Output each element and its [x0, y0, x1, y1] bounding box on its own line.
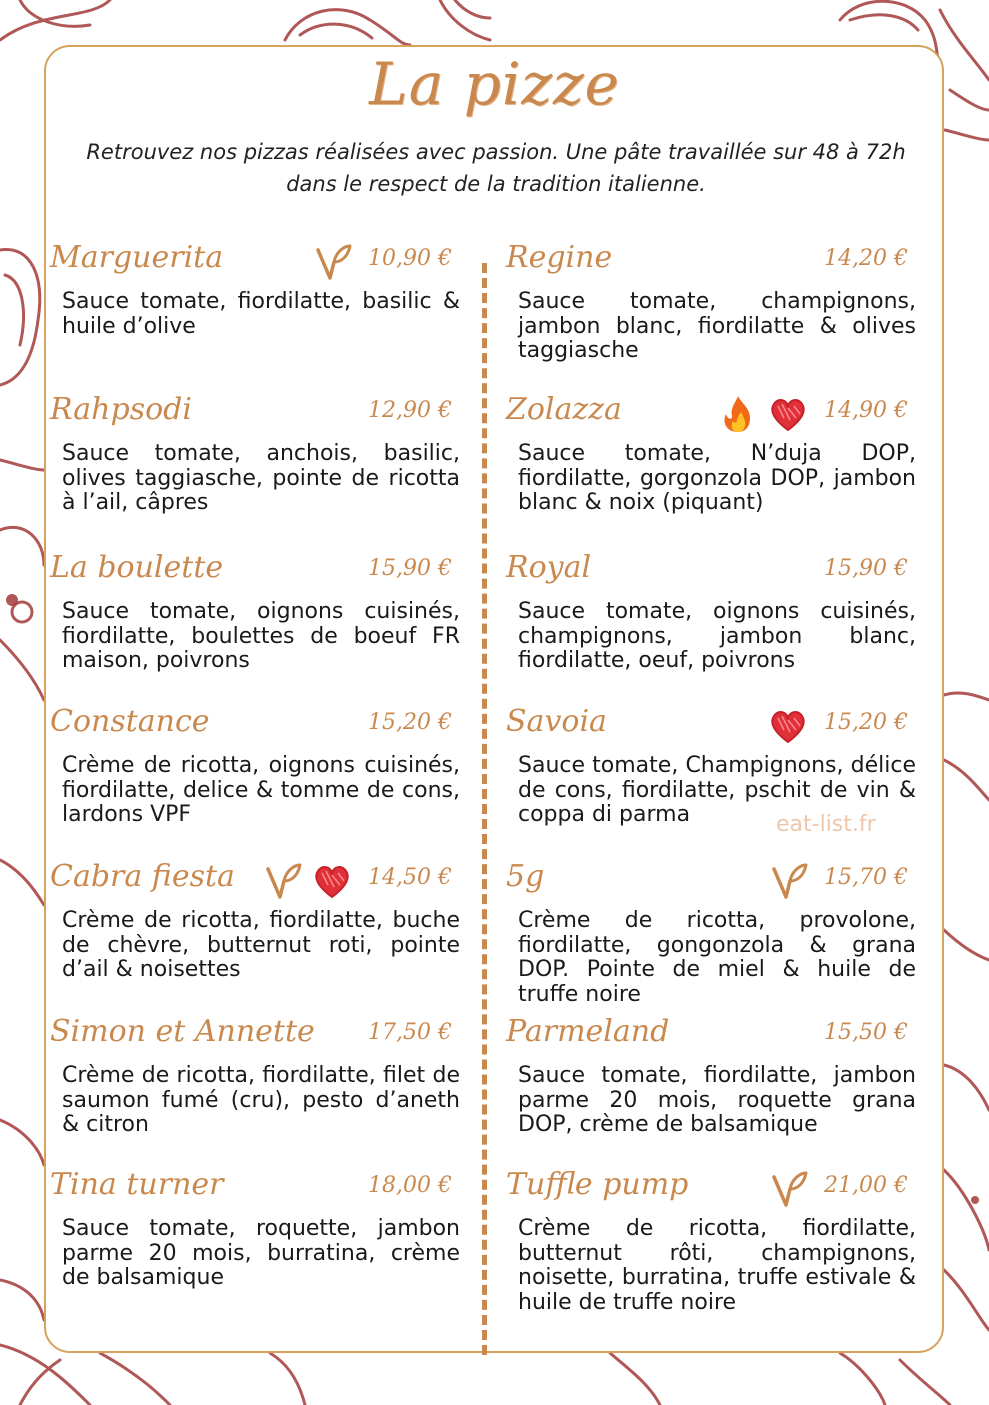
heart-icon — [766, 704, 810, 752]
pizza-name: Tina turner — [50, 1167, 224, 1202]
pizza-name: Parmeland — [506, 1014, 670, 1049]
page-title: La pizze — [369, 50, 620, 118]
pizza-description: Crème de ricotta, fiordilatte, buche de chèvre, butternut roti, pointe d’ail & noisettes — [62, 908, 460, 982]
pizza-price: 15,90 € — [824, 556, 908, 581]
pizza-name: Simon et Annette — [50, 1014, 315, 1049]
pizza-description: Crème de ricotta, fiordilatte, filet de saumon fumé (cru), pesto d’aneth & citron — [62, 1063, 460, 1137]
pizza-name: Regine — [506, 240, 613, 275]
pizza-description: Crème de ricotta, fiordilatte, butternut rôti, champignons, noisette, burratina, truffe estivale & huile de truffe noire — [518, 1216, 916, 1315]
pizza-price: 15,50 € — [824, 1020, 908, 1045]
pizza-price: 14,20 € — [824, 246, 908, 271]
pizza-name: La boulette — [50, 550, 224, 585]
pizza-price: 21,00 € — [824, 1173, 908, 1198]
pizza-price: 14,50 € — [368, 865, 452, 890]
pizza-name: Cabra fiesta — [50, 859, 235, 894]
pizza-price: 10,90 € — [368, 246, 452, 271]
pizza-description: Sauce tomate, Champignons, délice de cons, fiordilatte, pschit de vin & coppa di parma — [518, 753, 916, 827]
pizza-description: Sauce tomate, oignons cuisinés, champignons, jambon blanc, fiordilatte, oeuf, poivrons — [518, 599, 916, 673]
pizza-price: 15,20 € — [824, 710, 908, 735]
heart-icon — [766, 392, 810, 440]
pizza-price: 17,50 € — [368, 1020, 452, 1045]
column-divider — [482, 263, 487, 1355]
heart-icon — [310, 859, 354, 907]
pizza-price: 18,00 € — [368, 1173, 452, 1198]
pizza-price: 12,90 € — [368, 398, 452, 423]
pizza-name: Royal — [506, 550, 592, 585]
pizza-name: Zolazza — [506, 392, 622, 427]
watermark: eat-list.fr — [776, 812, 876, 837]
fire-icon — [716, 392, 760, 440]
pizza-description: Sauce tomate, anchois, basilic, olives taggiasche, pointe de ricotta à l’ail, câpres — [62, 441, 460, 515]
pizza-price: 15,20 € — [368, 710, 452, 735]
intro-text: Retrouvez nos pizzas réalisées avec passion. Une pâte travaillée sur 48 à 72h dans le respect de la tradition italienne. — [86, 140, 906, 196]
pizza-name: Tuffle pump — [506, 1167, 689, 1202]
pizza-name: Constance — [50, 704, 210, 739]
pizza-name: Rahpsodi — [50, 392, 192, 427]
pizza-description: Sauce tomate, roquette, jambon parme 20 mois, burratina, crème de balsamique — [62, 1216, 460, 1290]
pizza-description: Sauce tomate, N’duja DOP, fiordilatte, gorgonzola DOP, jambon blanc & noix (piquant) — [518, 441, 916, 515]
leaf-icon — [766, 859, 810, 907]
pizza-price: 15,70 € — [824, 865, 908, 890]
pizza-description: Crème de ricotta, oignons cuisinés, fiordilatte, delice & tomme de cons, lardons VPF — [62, 753, 460, 827]
pizza-name: Marguerita — [50, 240, 224, 275]
leaf-icon — [260, 859, 304, 907]
pizza-price: 15,90 € — [368, 556, 452, 581]
pizza-description: Sauce tomate, champignons, jambon blanc, fiordilatte & olives taggiasche — [518, 289, 916, 363]
leaf-icon — [766, 1167, 810, 1215]
pizza-name: 5g — [506, 859, 545, 894]
pizza-description: Sauce tomate, fiordilatte, basilic & huile d’olive — [62, 289, 460, 339]
pizza-description: Sauce tomate, fiordilatte, jambon parme 20 mois, roquette grana DOP, crème de balsamique — [518, 1063, 916, 1137]
leaf-icon — [310, 240, 354, 288]
pizza-description: Sauce tomate, oignons cuisinés, fiordilatte, boulettes de boeuf FR maison, poivrons — [62, 599, 460, 673]
pizza-price: 14,90 € — [824, 398, 908, 423]
pizza-description: Crème de ricotta, provolone, fiordilatte, gongonzola & grana DOP. Pointe de miel & huile de truffe noire — [518, 908, 916, 1007]
pizza-name: Savoia — [506, 704, 607, 739]
